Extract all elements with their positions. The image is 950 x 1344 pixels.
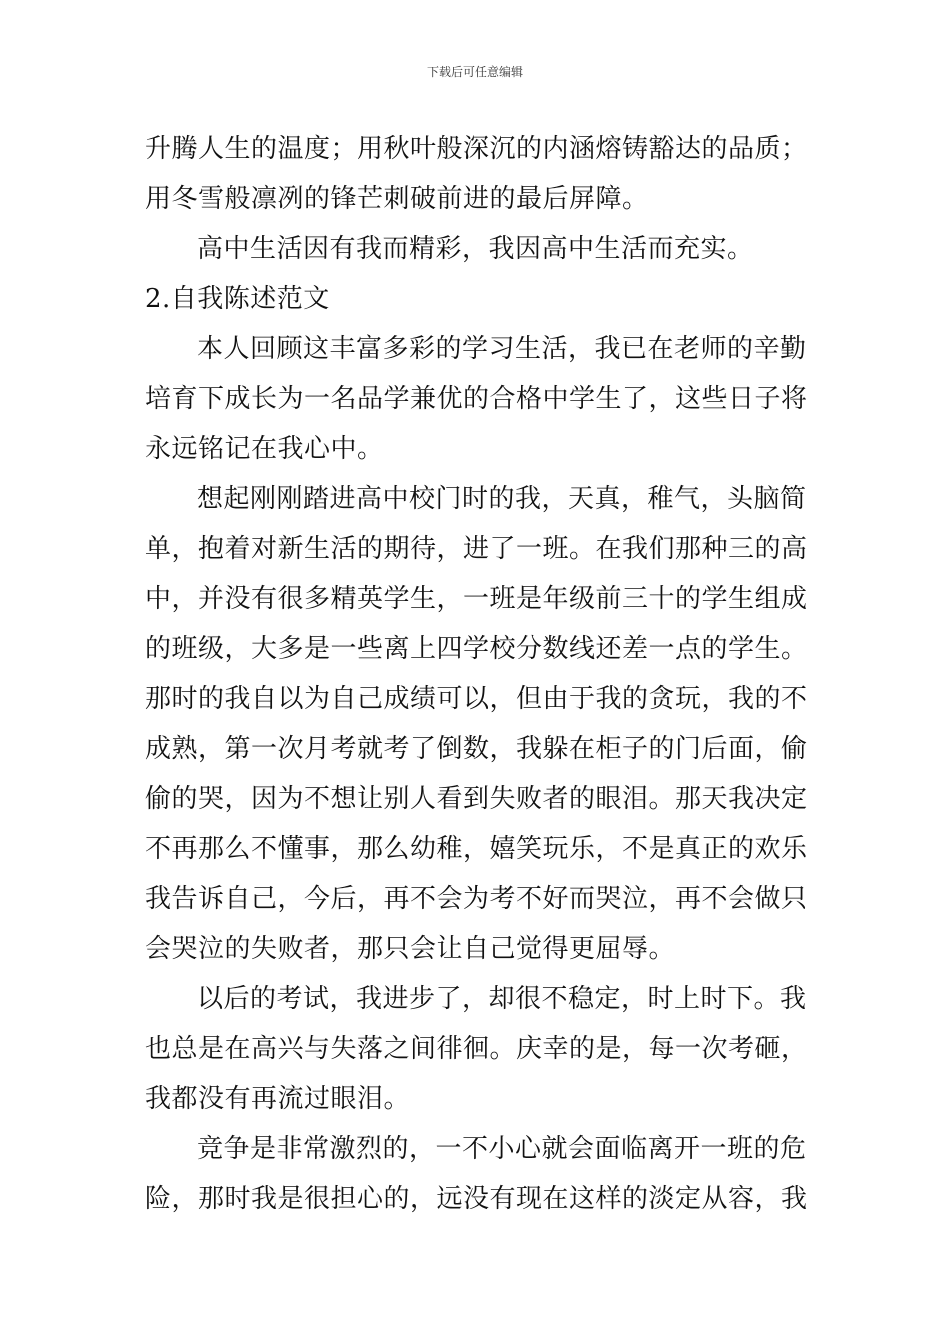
text-line: 偷的哭，因为不想让别人看到失败者的眼泪。那天我决定 (145, 784, 808, 814)
text-line: 我都没有再流过眼泪。 (145, 1084, 411, 1114)
text-line: 永远铭记在我心中。 (145, 434, 384, 464)
text-line: 我告诉自己，今后，再不会为考不好而哭泣，再不会做只 (145, 884, 808, 914)
text-line: 培育下成长为一名品学兼优的合格中学生了，这些日子将 (145, 384, 808, 414)
document-body (145, 124, 807, 1224)
text-line: 升腾人生的温度；用秋叶般深沉的内涵熔铸豁达的品质； (145, 134, 808, 164)
text-line: 会哭泣的失败者，那只会让自己觉得更屈辱。 (145, 934, 676, 964)
text-line: 2.自我陈述范文 (145, 284, 330, 314)
text-line: 不再那么不懂事，那么幼稚，嬉笑玩乐，不是真正的欢乐 (145, 834, 808, 864)
text-line: 险，那时我是很担心的，远没有现在这样的淡定从容，我 (145, 1184, 808, 1214)
text-line: 单，抱着对新生活的期待，进了一班。在我们那种三的高 (145, 534, 808, 564)
text-line: 成熟，第一次月考就考了倒数，我躲在柜子的门后面，偷 (145, 734, 808, 764)
text-line: 也总是在高兴与失落之间徘徊。庆幸的是，每一次考砸， (145, 1034, 808, 1064)
text-line: 想起刚刚踏进高中校门时的我，天真，稚气，头脑简 (197, 484, 807, 514)
text-line: 以后的考试，我进步了，却很不稳定，时上时下。我 (197, 984, 807, 1014)
text-line: 本人回顾这丰富多彩的学习生活，我已在老师的辛勤 (197, 334, 807, 364)
text-line: 高中生活因有我而精彩，我因高中生活而充实。 (197, 234, 754, 264)
text-line: 那时的我自以为自己成绩可以，但由于我的贪玩，我的不 (145, 684, 808, 714)
text-line: 的班级，大多是一些离上四学校分数线还差一点的学生。 (145, 634, 808, 664)
page-header: 下载后可任意编辑 (426, 65, 523, 79)
text-line: 用冬雪般凛冽的锋芒刺破前进的最后屏障。 (145, 184, 649, 214)
text-line: 竞争是非常激烈的，一不小心就会面临离开一班的危 (197, 1134, 807, 1164)
text-line: 中，并没有很多精英学生，一班是年级前三十的学生组成 (145, 584, 808, 614)
